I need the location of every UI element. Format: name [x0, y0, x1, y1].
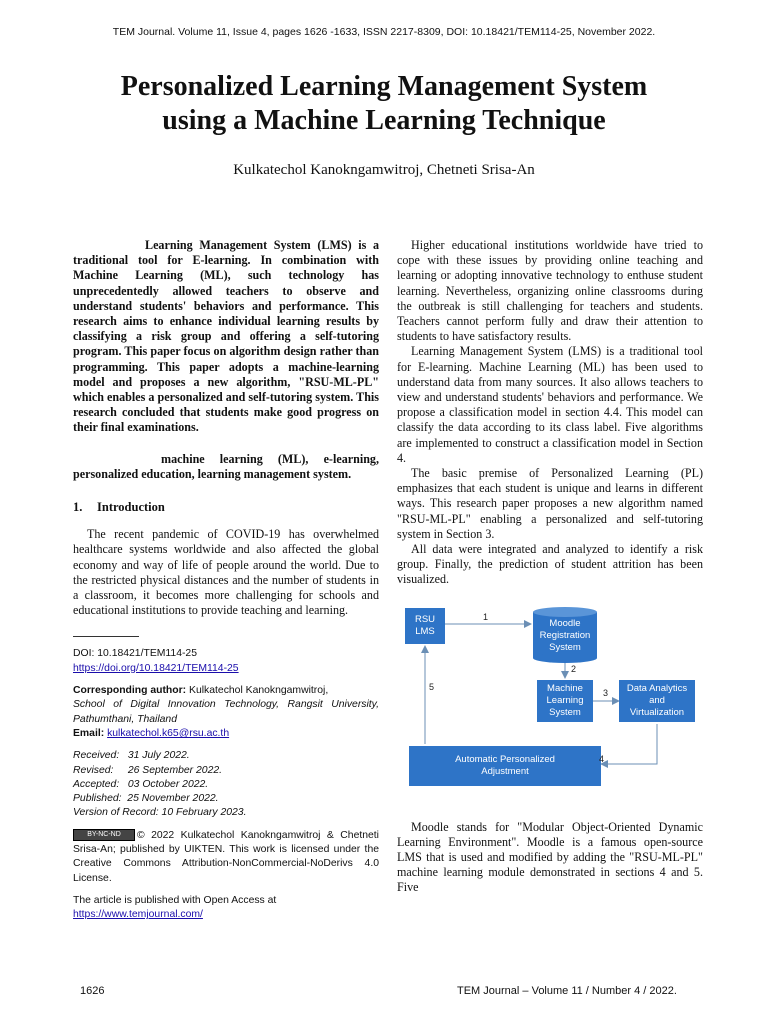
keywords-text: machine learning (ML), e-learning, personalized education, learning management system.	[73, 451, 379, 481]
page-number: 1626	[80, 985, 105, 997]
ml-label-2: Learning	[546, 694, 584, 706]
rsu-lms-box	[405, 608, 445, 644]
rsu-lms-label-1: RSU	[414, 613, 436, 625]
authors: Kulkatechol Kanokngamwitroj, Chetneti Srisa-An	[233, 162, 535, 178]
automatic-personalized-adjustment-box	[409, 746, 601, 786]
license-text: © 2022 Kulkatechol Kanokngamwitroj & Chetneti Srisa-An; published by UIKTEN. This work is licensed under the Creative Commons Attribution-NonCommercial-NoDerivs 4.0 License.	[73, 829, 379, 884]
accepted-date: Accepted: 03 October 2022.	[73, 778, 209, 790]
corresponding-author-label: Corresponding author:	[73, 685, 187, 697]
moodle-label-1: Moodle	[549, 617, 581, 629]
title-line-1: Personalized Learning Management System	[120, 71, 648, 102]
paper-title	[40, 70, 728, 138]
right-paragraph-2: Learning Management System (LMS) is a traditional tool for E-learning. Machine Learning (ML) has been used to understand data from many sources. It also allows teachers to view and understand students' behaviors and performance. We propose a classification model in section 4.4. This model can classify the data according to its class label. Five algorithms are implemented to construct a classification model in Section 4.	[397, 344, 703, 465]
edge-label-2: 2	[571, 663, 577, 674]
received-date: Received: 31 July 2022.	[73, 750, 190, 762]
section-heading-introduction	[73, 500, 379, 515]
moodle-registration-label	[533, 614, 597, 658]
ml-label-1: Machine	[547, 682, 583, 694]
ml-label-3: System	[549, 706, 581, 718]
apa-label-2: Adjustment	[481, 765, 529, 777]
da-label-3: Virtualization	[629, 706, 685, 718]
da-label-2: and	[649, 694, 665, 706]
affiliation: School of Digital Innovation Technology, Rangsit University, Pathumthani, Thailand	[73, 699, 379, 725]
edge-label-3: 3	[603, 687, 609, 698]
open-access-notice	[73, 894, 379, 923]
edge-label-5: 5	[429, 681, 435, 692]
rsu-lms-label-2: LMS	[415, 625, 435, 637]
edge-label-4: 4	[599, 753, 605, 764]
doi-text: DOI: 10.18421/TEM114-25	[73, 648, 197, 660]
cc-license-badge[interactable]: BY-NC-ND	[73, 829, 135, 841]
right-paragraph-3: The basic premise of Personalized Learning (PL) emphasizes that each student is unique and learns in different ways. This research paper proposes a new algorithm named "RSU-ML-PL" enabling a personalized and self-tutoring system in Section 3.	[397, 466, 703, 541]
apa-label-1: Automatic Personalized	[455, 753, 555, 765]
section-number: 1.	[73, 500, 83, 515]
revised-date: Revised: 26 September 2022.	[73, 764, 223, 776]
da-label-1: Data Analytics	[626, 682, 688, 694]
open-access-text: The article is published with Open Access at	[73, 894, 277, 906]
email-label: Email:	[73, 727, 105, 739]
intro-paragraph-1: The recent pandemic of COVID-19 has overwhelmed healthcare systems worldwide and also affected the global economy and way of life of people around the world. Due to the restricted physical distances and the number of students in a classroom, it becomes more challenging for schools and educational institutions to provide teaching and learning.	[73, 527, 379, 618]
moodle-label-2: Registration	[539, 629, 591, 641]
footer-journal: TEM Journal – Volume 11 / Number 4 / 2022.	[457, 985, 677, 997]
left-column	[73, 238, 379, 923]
section-title: Introduction	[97, 500, 165, 515]
machine-learning-box	[537, 680, 593, 722]
running-head: TEM Journal. Volume 11, Issue 4, pages 1626 -1633, ISSN 2217-8309, DOI: 10.18421/TEM114-25, November 2022.	[112, 26, 656, 38]
data-analytics-box	[619, 680, 695, 722]
right-paragraph-1: Higher educational institutions worldwide have tried to cope with these issues by providing online teaching and learning or adopting innovative technology to enthuse student learning. Nevertheless, organizing online classrooms during the outbreak is still challenging for teachers and students. Teachers cannot perform fully and draw their attention to students to have satisfactory results.	[397, 238, 703, 344]
abstract-text: Learning Management System (LMS) is a traditional tool for E-learning. In combination with Machine Learning (ML), such technology has unprecedentedly allowed teachers to observe and understand students' behaviors and performance. This research aims to enhance individual learning results by classifying a risk group and offering a self-tutoring program. This paper focus on algorithm design rather than programming. This paper adopts a machine-learning model and proposes a new algorithm, "RSU-ML-PL" which enables a personalized and self-tutoring system. This research concluded that students make good progress on their final examinations.	[73, 238, 379, 435]
license-notice	[73, 829, 379, 886]
published-date: Published: 25 November 2022.	[73, 793, 219, 805]
keywords	[73, 452, 379, 482]
right-column	[397, 238, 703, 896]
right-paragraph-5: Moodle stands for "Modular Object-Oriented Dynamic Learning Environment". Moodle is a famous open-source LMS that is used and modified by adding the "RSU-ML-PL" machine learning module demonstrated in sections 4 and 5. Five	[397, 819, 703, 895]
edge-label-1: 1	[483, 611, 489, 622]
footnote-divider	[73, 636, 139, 637]
title-line-2: using a Machine Learning Technique	[162, 105, 606, 136]
email-link[interactable]: kulkatechol.k65@rsu.ac.th	[107, 727, 230, 739]
system-diagram	[397, 606, 703, 796]
moodle-label-3: System	[549, 641, 581, 653]
abstract	[73, 238, 379, 436]
right-paragraph-4: All data were integrated and analyzed to identify a risk group. Finally, the prediction of student attrition has been visualized.	[397, 542, 703, 587]
journal-link[interactable]: https://www.temjournal.com/	[73, 909, 203, 921]
doi-link[interactable]: https://doi.org/10.18421/TEM114-25	[73, 662, 239, 674]
arrow-4	[601, 724, 657, 764]
version-of-record: Version of Record: 10 February 2023.	[73, 807, 247, 819]
corresponding-author-name: Kulkatechol Kanokngamwitroj,	[189, 685, 329, 697]
footnotes	[73, 647, 379, 922]
